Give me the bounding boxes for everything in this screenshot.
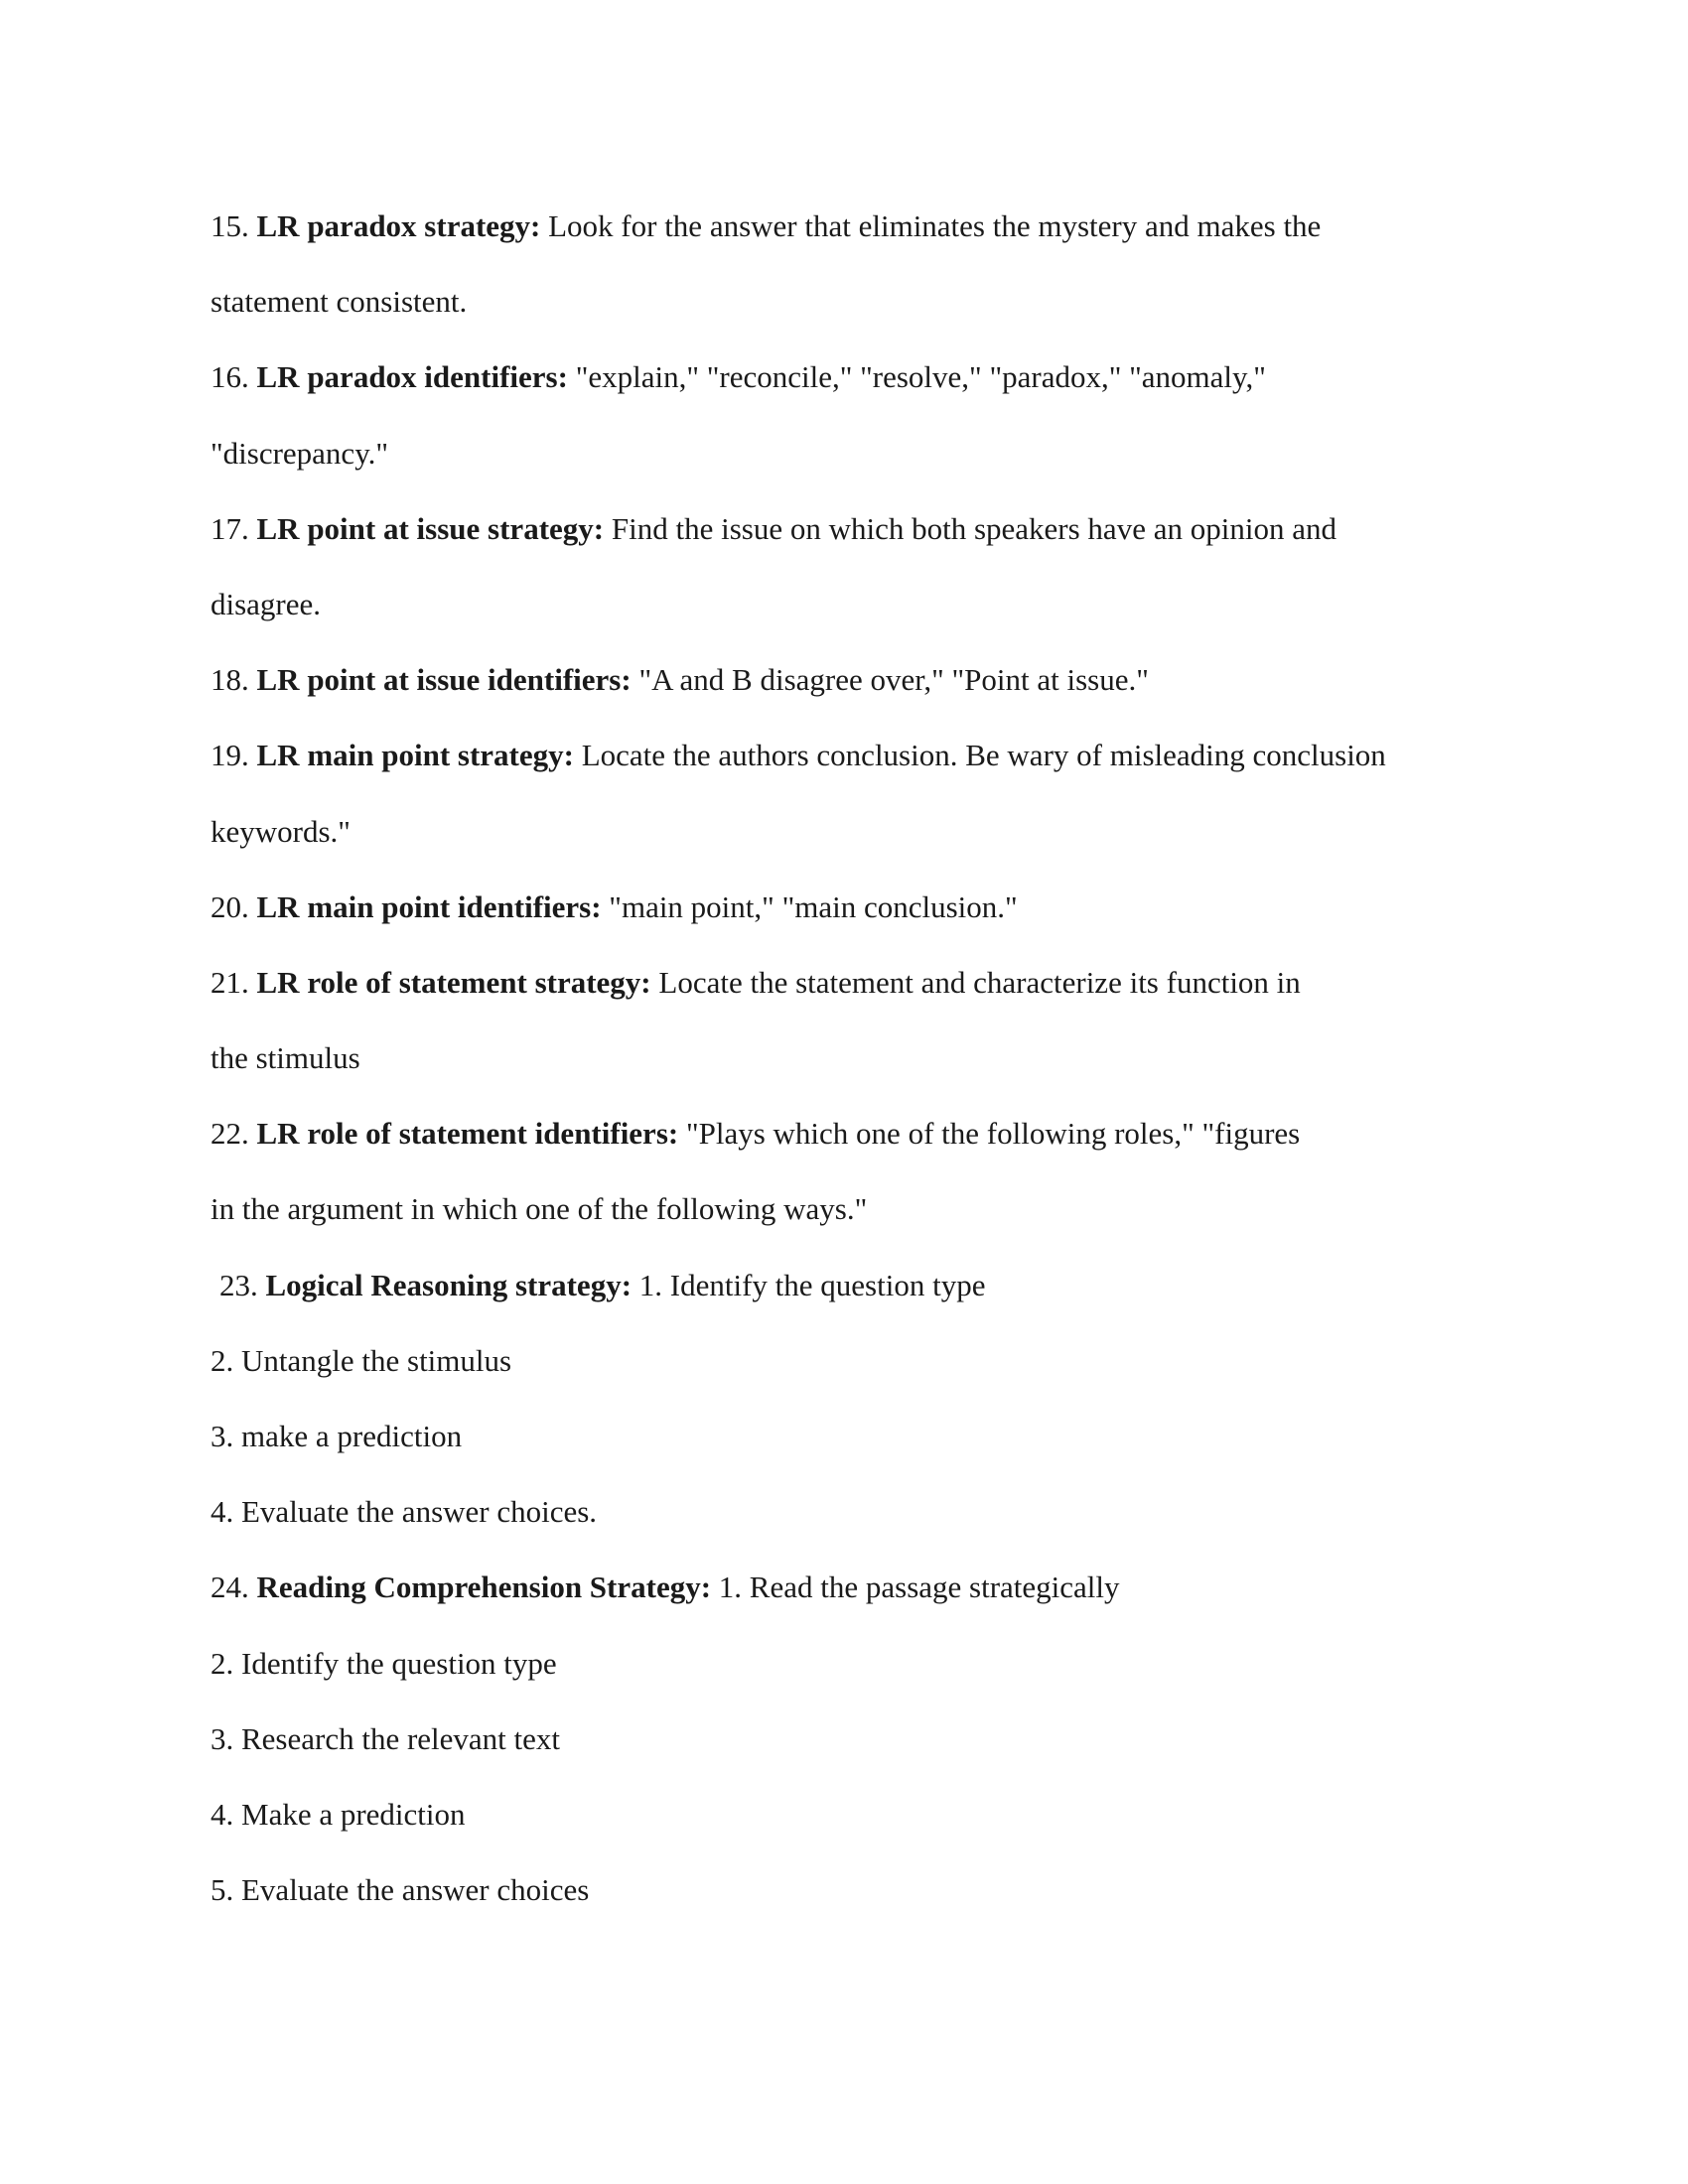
item-label: LR point at issue strategy: — [256, 510, 605, 546]
item-label: LR main point strategy: — [256, 738, 574, 773]
item-15-continuation: statement consistent. — [211, 284, 468, 320]
item-label: Reading Comprehension Strategy: — [256, 1570, 712, 1605]
item-text: "A and B disagree over," "Point at issue." — [638, 662, 1149, 698]
item-text: 1. Read the passage strategically — [718, 1570, 1120, 1605]
item-text: Find the issue on which both speakers have an opinion and — [611, 510, 1336, 546]
item-label: LR role of statement strategy: — [256, 964, 651, 1000]
item-number: 16. — [211, 359, 249, 395]
item-text: "main point," "main conclusion." — [609, 888, 1018, 924]
item-20 — [211, 870, 1491, 945]
item-24 — [211, 1550, 1491, 1625]
item-24-step: 5. Evaluate the answer choices — [211, 1872, 590, 1908]
item-label: Logical Reasoning strategy: — [265, 1267, 633, 1302]
item-22-continuation: in the argument in which one of the following ways." — [211, 1191, 868, 1227]
item-17-continuation: disagree. — [211, 586, 322, 621]
item-number: 22. — [211, 1116, 249, 1152]
item-24-step: 2. Identify the question type — [211, 1645, 557, 1681]
item-23-step: 2. Untangle the stimulus — [211, 1342, 512, 1378]
item-24-step: 3. Research the relevant text — [211, 1720, 561, 1756]
item-text: 1. Identify the question type — [638, 1267, 986, 1302]
item-23-step: 3. make a prediction — [211, 1419, 463, 1453]
item-number: 20. — [211, 888, 249, 924]
item-number: 15. — [211, 208, 249, 243]
item-18 — [211, 642, 1491, 718]
document-body — [211, 189, 1491, 1928]
item-23 — [211, 1248, 1491, 1323]
item-number: 24. — [211, 1570, 249, 1605]
item-text: Locate the statement and characterize its function in — [658, 964, 1301, 1000]
item-24-step: 4. Make a prediction — [211, 1796, 466, 1832]
item-label: LR paradox strategy: — [256, 208, 541, 243]
item-text: Locate the authors conclusion. Be wary of misleading conclusion — [581, 738, 1386, 773]
item-17 — [211, 491, 1491, 567]
item-21-continuation: the stimulus — [211, 1040, 360, 1076]
item-label: LR main point identifiers: — [256, 888, 602, 924]
item-19-continuation: keywords." — [211, 813, 351, 849]
item-text: "Plays which one of the following roles," "figures — [685, 1116, 1301, 1152]
item-16-continuation: "discrepancy." — [211, 435, 389, 471]
item-number: 21. — [211, 964, 249, 1000]
item-label: LR point at issue identifiers: — [256, 662, 632, 698]
item-23-step: 4. Evaluate the answer choices. — [211, 1494, 598, 1530]
item-number: 17. — [211, 510, 249, 546]
item-22 — [211, 1096, 1491, 1171]
item-label: LR role of statement identifiers: — [256, 1116, 679, 1152]
item-19 — [211, 718, 1491, 793]
item-text: Look for the answer that eliminates the mystery and makes the — [548, 208, 1322, 243]
item-16 — [211, 340, 1491, 415]
item-number: 23. — [219, 1267, 258, 1302]
item-21 — [211, 945, 1491, 1021]
item-label: LR paradox identifiers: — [256, 359, 568, 395]
item-number: 18. — [211, 662, 249, 698]
item-15 — [211, 189, 1491, 264]
item-text: "explain," "reconcile," "resolve," "paradox," "anomaly," — [575, 359, 1266, 395]
item-number: 19. — [211, 738, 249, 773]
